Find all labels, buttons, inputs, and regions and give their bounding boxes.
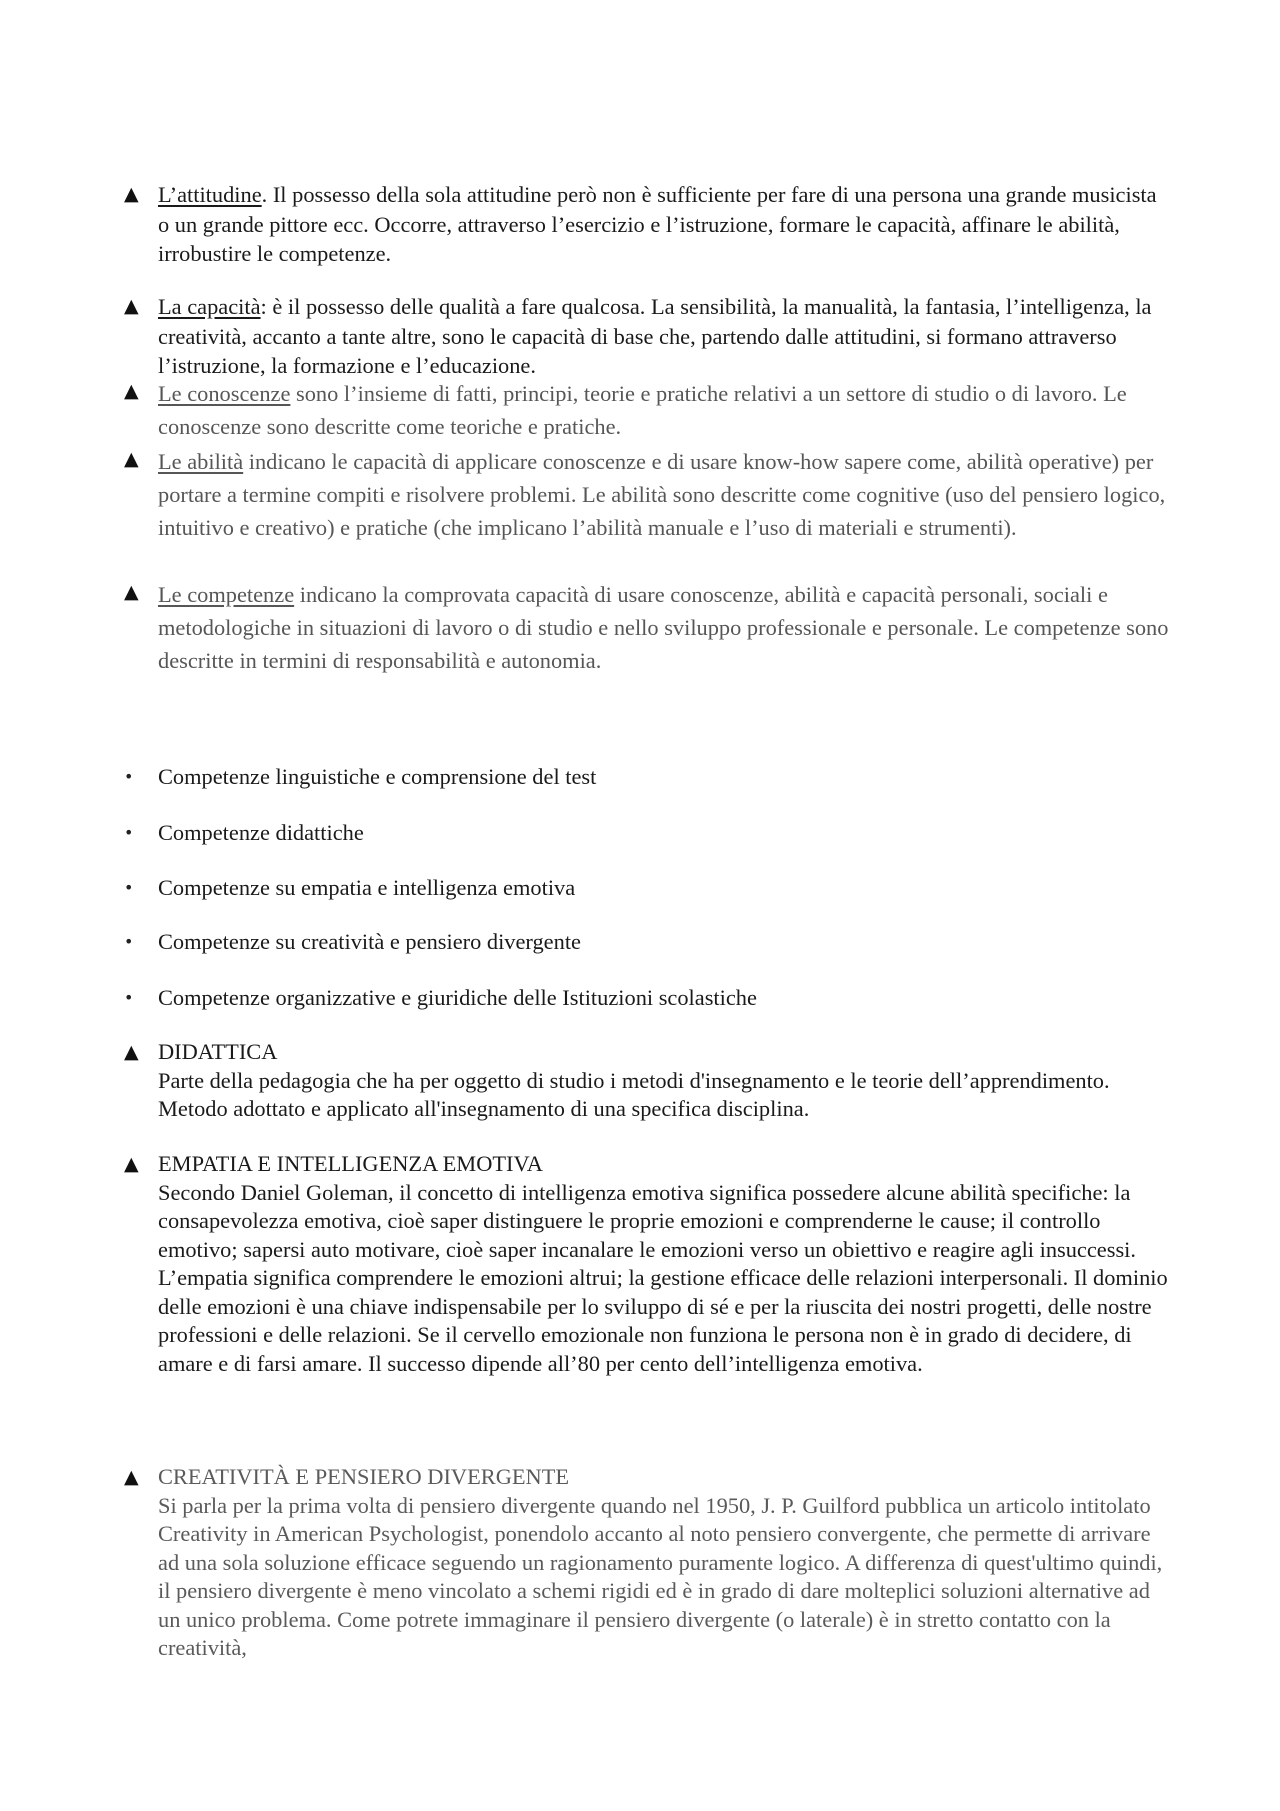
bullet-icon: • <box>124 767 134 786</box>
competence-label: Competenze linguistiche e comprensione del test <box>158 764 597 789</box>
section-text: Parte della pedagogia che ha per oggetto di studio i metodi d'insegnamento e le teorie dell’apprendimento. Metodo adottato e applicato all'insegnamento di una specifica disciplina. <box>158 1067 1110 1121</box>
competence-list-item <box>124 983 1169 1012</box>
definition-term: Le competenze <box>158 582 295 607</box>
competence-label: Competenze didattiche <box>158 820 364 845</box>
competence-label: Competenze su empatia e intelligenza emotiva <box>158 875 576 900</box>
triangle-bullet-icon: ▲ <box>124 183 139 205</box>
definition-text: indicano la comprovata capacità di usare conoscenze, abilità e capacità personali, sociali e metodologiche in situazioni di lavoro o di studio e nello sviluppo professionale e personale. Le competenze sono descritte in termini di responsabilità e autonomia. <box>158 582 1169 673</box>
competence-label: Competenze organizzative e giuridiche delle Istituzioni scolastiche <box>158 985 757 1010</box>
competence-list-item <box>124 762 1169 791</box>
definition-term: La capacità <box>158 294 261 319</box>
bullet-icon: • <box>124 988 134 1007</box>
triangle-bullet-icon: ▲ <box>124 295 139 317</box>
competence-list-item <box>124 873 1169 902</box>
definition-conoscenze <box>124 377 1169 443</box>
section-empatia <box>124 1150 1169 1378</box>
triangle-bullet-icon: ▲ <box>124 1041 139 1063</box>
section-heading: EMPATIA E INTELLIGENZA EMOTIVA <box>158 1151 543 1176</box>
section-creativita <box>124 1463 1169 1663</box>
section-heading: CREATIVITÀ E PENSIERO DIVERGENTE <box>158 1464 570 1489</box>
triangle-bullet-icon: ▲ <box>124 581 139 603</box>
section-text: Si parla per la prima volta di pensiero divergente quando nel 1950, J. P. Guilford pubblica un articolo intitolato Creativity in American Psychologist, ponendolo accanto al noto pensiero convergente, che permette di arrivare ad una sola soluzione efficace seguendo un ragionamento puramente logico. A differenza di quest'ultimo quindi, il pensiero divergente è meno vincolato a schemi rigidi ed è in grado di dare molteplici soluzioni alternative ad un unico problema. Come potrete immaginare il pensiero divergente (o laterale) è in stretto contatto con la creatività, <box>158 1492 1163 1660</box>
section-didattica <box>124 1038 1169 1124</box>
section-text: Secondo Daniel Goleman, il concetto di intelligenza emotiva significa possedere alcune abilità specifiche: la consapevolezza emotiva, cioè saper distinguere le proprie emozioni e comprenderne le cause; il controllo emotivo; sapersi auto motivare, cioè saper incanalare le emozioni verso un obiettivo e reagire agli insuccessi. L’empatia significa comprendere le emozioni altrui; la gestione efficace delle relazioni interpersonali. Il dominio delle emozioni è una chiave indispensabile per lo sviluppo di sé e per la riuscita dei nostri progetti, delle nostre professioni e delle relazioni. Se il cervello emozionale non funziona le persona non è in grado di decidere, di amare e di farsi amare. Il successo dipende all’80 per cento dell’intelligenza emotiva. <box>158 1179 1168 1376</box>
definition-text: sono l’insieme di fatti, principi, teorie e pratiche relativi a un settore di studio o di lavoro. Le conoscenze sono descritte come teoriche e pratiche. <box>158 381 1127 439</box>
competence-label: Competenze su creatività e pensiero divergente <box>158 929 581 954</box>
bullet-icon: • <box>124 878 134 897</box>
triangle-bullet-icon: ▲ <box>124 380 139 402</box>
definition-capacita <box>124 292 1169 381</box>
definition-term: Le abilità <box>158 449 244 474</box>
definition-term: L’attitudine <box>158 182 262 207</box>
triangle-bullet-icon: ▲ <box>124 448 139 470</box>
definition-text: : è il possesso delle qualità a fare qualcosa. La sensibilità, la manualità, la fantasia, l’intelligenza, la creatività, accanto a tante altre, sono le capacità di base che, partendo dalle attitudini, si formano attraverso l’istruzione, la formazione e l’educazione. <box>158 294 1152 378</box>
definition-competenze <box>124 578 1169 677</box>
bullet-icon: • <box>124 823 134 842</box>
definition-abilita <box>124 445 1169 544</box>
bullet-icon: • <box>124 932 134 951</box>
definition-attitudine <box>124 180 1169 269</box>
section-heading: DIDATTICA <box>158 1039 278 1064</box>
definition-term: Le conoscenze <box>158 381 291 406</box>
competence-list-item <box>124 818 1169 847</box>
triangle-bullet-icon: ▲ <box>124 1153 139 1175</box>
competence-list-item <box>124 927 1169 956</box>
triangle-bullet-icon: ▲ <box>124 1466 139 1488</box>
definition-text: indicano le capacità di applicare conoscenze e di usare know-how sapere come, abilità operative) per portare a termine compiti e risolvere problemi. Le abilità sono descritte come cognitive (uso del pensiero logico, intuitivo e creativo) e pratiche (che implicano l’abilità manuale e l’uso di materiali e strumenti). <box>158 449 1166 540</box>
definition-text: . Il possesso della sola attitudine però non è sufficiente per fare di una persona una grande musicista o un grande pittore ecc. Occorre, attraverso l’esercizio e l’istruzione, formare le capacità, affinare le abilità, irrobustire le competenze. <box>158 182 1157 266</box>
